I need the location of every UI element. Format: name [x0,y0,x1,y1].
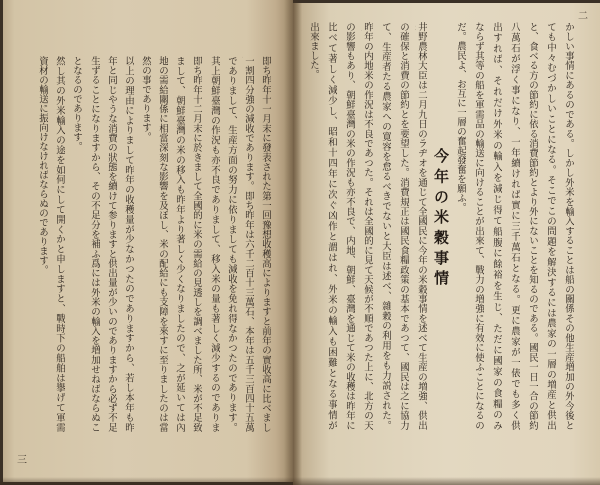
text-column: 出すれば、それだけ外米の輸入を減じ得て船腹に餘裕を生じ、ただに國家の食糧のみ [491,22,502,430]
text-column: まして、朝鮮臺灣の米の移入も昨年より著しく少くなりましたので、之が延いては內 [174,56,185,432]
text-column: 然の事であります。 [140,56,151,142]
page-number: 二 [578,11,588,22]
text-column: 地の需給關係に相當深刻な影響を及ぼし、米の配給にも支障を來すに至りましたのは當 [157,56,168,432]
page-number: 三 [17,455,27,466]
text-column: 其上朝鮮臺灣の作況も亦不良でありまして、移入米の量も著しく減少するのでありま [209,56,220,432]
text-column: ならず其等の船を軍需品の輸送に向けることが出來て、戰力の増強に有效に使ふことになるの [473,22,484,430]
text-column: ても中々むづかしいことになる。そこでこの問題を解決するには農家の一層の増産と供出 [545,22,556,430]
text-column: だ。農民よ、お互に一層の奮起發奮を願ふ。 [455,22,466,212]
text-column: 井野農林大臣は二月九日のラヂオを通じて全國民に今年の米穀事情を述べて生産の増強、供出 [416,22,427,430]
page-bottom-edge [0,477,600,485]
text-column: 即ち昨年十二月末に於きまして全國的に米の需給の見透しを調べました所、米が不足致 [191,56,202,432]
text-column: 即ち昨年十一月末に發表された第一回豫想收穫高によりますと前年の實收高に比べまし [260,56,271,432]
text-column: 八萬石が浮く事になり、一年續ければ實に三千萬石となる。更に農家が一俵でも多く供 [509,22,520,430]
text-column: の確保と消費の節約とを要望した。消費規正は國民食糧政策の基本であつて、國民は之に協力 [398,22,409,430]
text-column: 一割四分強の減收であります。即ち昨年は六千二百十三萬石、本年は五千三百四十五萬 [243,56,254,432]
text-column: の影響もあり、朝鮮臺灣の米の作況も亦不良で、内地、朝鮮、臺灣を通じて米の收穫は昨年に [344,22,355,430]
text-column: 昨年の内地米の作況は不良であつた。それは全國的に見て天候が不順であつた上に、北方の天 [362,22,373,430]
text-column: 生ずることになりますから、その不足分を補ふ爲には外米の輸入を増加せねばならぬこ [89,56,100,432]
text-column: 比べて著しく減少し、昭和十四年に次ぐ凶作と謂はれ、外米の輸入も困難となる事情が [326,22,337,430]
article-title: 今年の米穀事情 [432,148,450,285]
text-column: 出來ました。 [308,22,319,79]
text-column: 年と同じやうな消費の狀態を續けて参りますと供出量が少いのでありますから必ず不足 [106,56,117,432]
text-column: でありまして、生産方面の努力に依りましても減收を免れ得なかつたのであります。 [226,56,237,432]
text-column: 以上の理由によりまして昨年の收穫量が少なかつたのでありますから、若し本年も昨 [123,56,134,432]
text-column: 資材の輸送に振向けなければならぬのであります。 [37,56,48,275]
text-column: て、生産者たる農家への寛容を怠るべきでないと大臣は述べ、雜穀の利用をも力説された。 [380,22,391,430]
text-column: 然し其の外米輸入の途を如何にして開くかと申しますと、戰時下の船舶は擧げて軍需 [54,56,65,432]
text-column: となるのであります。 [71,56,82,151]
text-column: と、食べる方の節約に依る消費節約とより外にないことを知るのである。國民一日一合の節約 [527,22,538,430]
book-gutter-shadow [284,0,302,485]
text-column: かしい事情にあるのである。しかし外米を輸入することは船の關係その他生産増加の外今後と [563,22,574,430]
